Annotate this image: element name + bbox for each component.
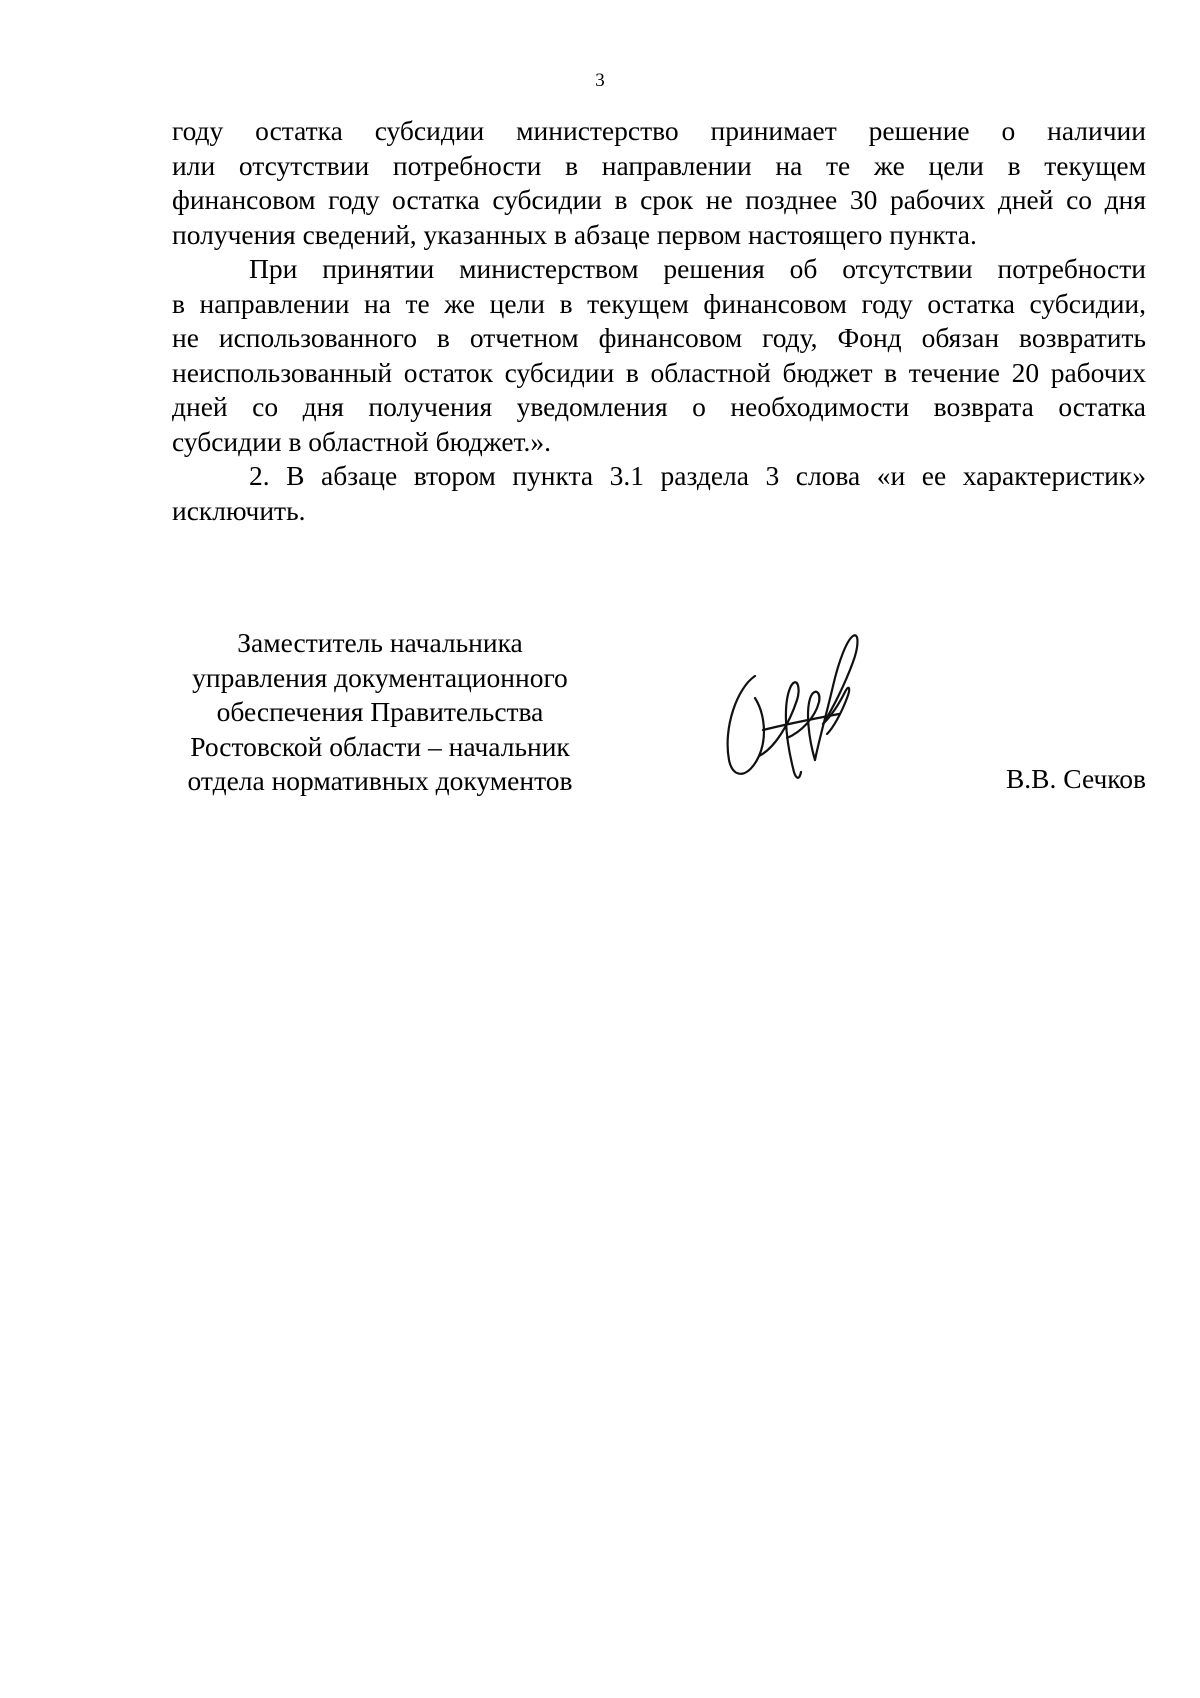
signatory-position bbox=[170, 626, 590, 799]
body-line: году остатка субсидии министерство принимает решение о наличии bbox=[172, 115, 1146, 146]
body-line: дней со дня получения уведомления о необходимости возврата остатка bbox=[172, 391, 1146, 422]
handwritten-signature bbox=[715, 628, 875, 798]
body-line: При принятии министерством решения об отсутствии потребности bbox=[249, 253, 1146, 284]
signatory-position-line: Заместитель начальника bbox=[237, 627, 523, 658]
body-line: исключить. bbox=[172, 494, 306, 526]
body-line: неиспользованный остаток субсидии в областной бюджет в течение 20 рабочих bbox=[172, 356, 1146, 388]
signatory-position-line: обеспечения Правительства bbox=[216, 696, 544, 727]
body-line: в направлении на те же цели в текущем финансовом году остатка субсидии, bbox=[172, 287, 1146, 319]
page-number: 3 bbox=[595, 70, 605, 91]
signatory-position-line: управления документационного bbox=[192, 661, 568, 693]
signer-name: В.В. Сечков bbox=[1005, 763, 1146, 794]
body-line: получения сведений, указанных в абзаце первом настоящего пункта. bbox=[172, 218, 977, 250]
body-line: не использованного в отчетном финансовом году, Фонд обязан возвратить bbox=[172, 322, 1146, 353]
body-line: 2. В абзаце втором пункта 3.1 раздела 3 слова «и ее характеристик» bbox=[249, 460, 1146, 491]
body-line: финансовом году остатка субсидии в срок не позднее 30 рабочих дней со дня bbox=[172, 184, 1146, 215]
signatory-position-line: отдела нормативных документов bbox=[187, 765, 573, 796]
body-line: субсидии в областной бюджет.». bbox=[172, 425, 551, 457]
document-body bbox=[172, 114, 1146, 528]
body-line: или отсутствии потребности в направлении на те же цели в текущем bbox=[172, 149, 1146, 181]
signatory-position-line: Ростовской области – начальник bbox=[190, 730, 570, 762]
